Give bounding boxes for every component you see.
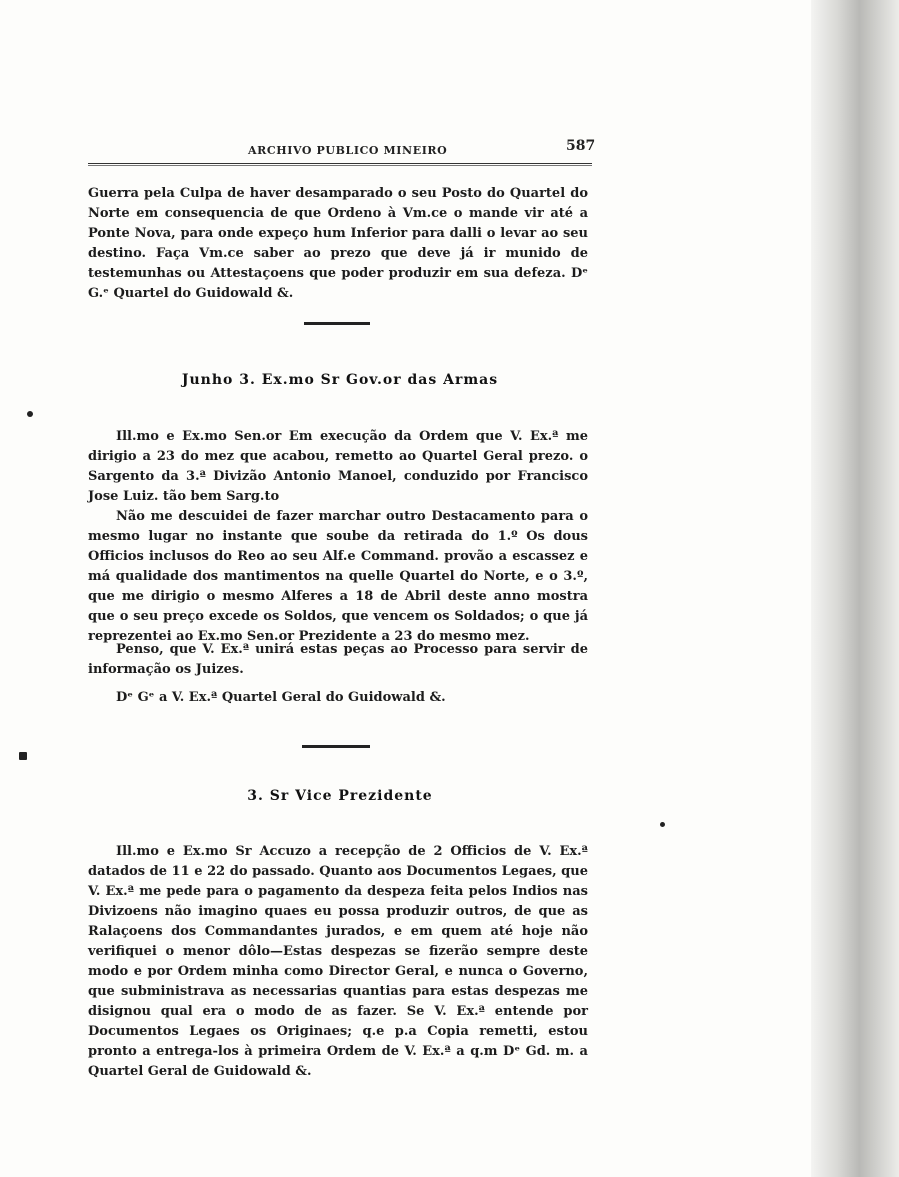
paragraph-penso: Penso, que V. Ex.ª unirá estas peças ao Processo para servir de informação os Juizes. (88, 642, 588, 677)
section-separator-2 (302, 745, 370, 748)
heading-junho: Junho 3. Ex.mo Sr Gov.or das Armas (181, 372, 499, 388)
margin-mark-2 (19, 752, 27, 760)
header-title: ARCHIVO PUBLICO MINEIRO (248, 144, 448, 157)
paragraph-execucao: Ill.mo e Ex.mo Sen.or Em execução da Ordem que V. Ex.ª me dirigio a 23 do mez que acabou, remetto ao Quartel Geral prezo. o Sargento da 3.ª Divizão Antonio Manoel, conduzido por Francisco Jose Luiz. tão bem Sarg.to (88, 429, 588, 504)
margin-mark-3 (660, 822, 665, 827)
binding-gutter (811, 0, 899, 1177)
paragraph-quartel-geral: Dᵉ Gᵉ a V. Ex.ª Quartel Geral do Guidowald &. (116, 690, 446, 705)
page-number: 587 (566, 138, 596, 154)
heading-vice-prezidente: 3. Sr Vice Prezidente (247, 788, 433, 804)
margin-mark (27, 411, 33, 417)
header-rule (88, 163, 592, 166)
paragraph-destacamento: Não me descuidei de fazer marchar outro Destacamento para o mesmo lugar no instante que soube da retirada do 1.º Os dous Officios inclusos do Reo ao seu Alf.e Command. provão a escassez e má qualidade dos mantimentos na quelle Quartel do Norte, e o 3.º, que me dirigio o mesmo Alferes a 18 de Abril deste anno mostra que o seu preço excede os Soldos, que vencem os Soldados; o que já reprezentei ao Ex.mo Sen.or Prezidente a 23 do mesmo mez. (88, 509, 588, 644)
paragraph-guerra: Guerra pela Culpa de haver desamparado o seu Posto do Quartel do Norte em consequencia de que Ordeno à Vm.ce o mande vir até a Ponte Nova, para onde expeço hum Inferior para dalli o levar ao seu destino. Faça Vm.ce saber ao prezo que deve já ir munido de testemunhas ou Attestaçoens que poder produzir em sua defeza. Dᵉ G.ᵉ Quartel do Guidowald &. (88, 186, 588, 301)
section-separator (304, 322, 370, 325)
running-header (88, 138, 596, 160)
paragraph-accuzo: Ill.mo e Ex.mo Sr Accuzo a recepção de 2 Officios de V. Ex.ª datados de 11 e 22 do passado. Quanto aos Documentos Legaes, que V. Ex.ª me pede para o pagamento da despeza feita pelos Indios nas Divizoens não imagino quaes eu possa produzir outros, de que as Ralaçoens dos Commandantes jurados, e em quem até hoje não verifiquei o menor dôlo—Estas despezas se fizerão sempre deste modo e por Ordem minha como Director Geral, e nunca o Governo, que subministrava as necessarias quantias para estas despezas me disignou qual era o modo de as fazer. Se V. Ex.ª entende por Documentos Legaes os Originaes; q.e p.a Copia remetti, estou pronto a entrega-los à primeira Ordem de V. Ex.ª a q.m Dᵉ Gd. m. a Quartel Geral de Guidowald &. (88, 844, 588, 1079)
